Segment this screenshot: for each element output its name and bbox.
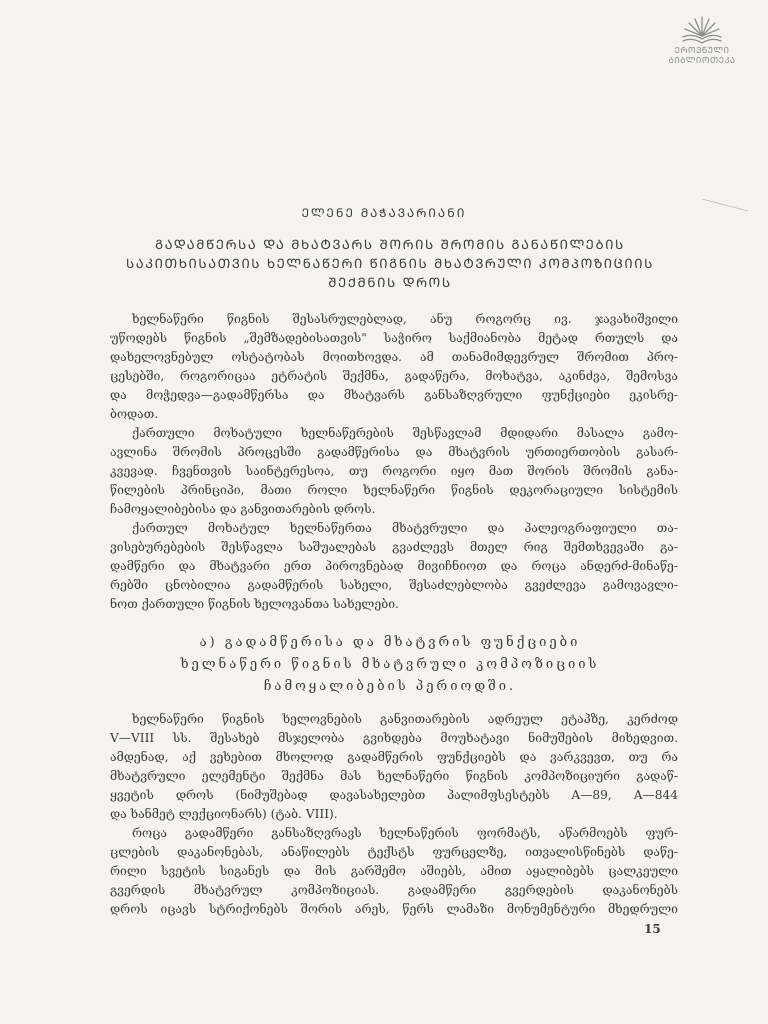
text-line: ჩამოყალიბებისა და განვითარების დროს. bbox=[110, 502, 376, 516]
text-line: დროს იცავს სტრიქონებს შორის არეს, წერს ლამაზი მონუმენტური მხედრული bbox=[110, 902, 678, 916]
text-line: გვერდის მხატვრულ კომპოზიციას. გადამწერი გვერდების დაკანონებს bbox=[110, 883, 678, 897]
paragraph bbox=[110, 310, 678, 424]
text-line: ავლინა შრომის პროცესში გადამწერისა და მხატვრის ურთიერთობის გასარ- bbox=[110, 445, 678, 459]
intro-text bbox=[110, 310, 678, 614]
title-line: ᲡᲐᲙᲘᲗᲮᲘᲡᲐᲗᲕᲘᲡ ᲮᲔᲚᲜᲐᲬᲔᲠᲘ ᲬᲘᲒᲜᲘᲡ ᲛᲮᲐᲢᲕᲠᲣᲚᲘ ᲙᲝᲛᲞᲝᲖᲘᲪᲘᲘᲡ bbox=[126, 257, 654, 272]
book-logo-icon bbox=[680, 14, 724, 46]
paragraph bbox=[110, 824, 678, 919]
paragraph bbox=[110, 710, 678, 824]
section-heading bbox=[110, 632, 670, 698]
article-title bbox=[110, 236, 670, 293]
text-line: დამწერი და მხატვარი ერთ პიროვნებად მივიჩნიოთ და როცა ანდერძ-მინაწე- bbox=[110, 559, 678, 573]
text-line: ყვეტის დროს (ნიმუშებად დავასახელებთ პალიმფსესტებს A—89, A—844 bbox=[110, 788, 678, 802]
heading-line: ხელნაწერი წიგნის მხატვრული კომპოზიციის bbox=[180, 657, 600, 672]
text-line: ნოთ ქართული წიგნის ხელოვანთა სახელები. bbox=[110, 597, 399, 611]
author-name: ᲔᲚᲔᲜᲔ ᲛᲐᲭᲐᲕᲐᲠᲘᲐᲜᲘ bbox=[301, 206, 467, 220]
text-line: V—VIII სს. შესახებ მსჯელობა გვიხდება მოუხატავი ნიმუშების მიხედვით. bbox=[110, 731, 678, 745]
text-line: როცა გადამწერი განსაზღვრავს ხელნაწერის ფორმატს, აწარმოებს ფურ- bbox=[132, 826, 678, 840]
text-line: და მოჭედვა—გადამწერსა და მხატვარს განსაზღვრული ფუნქციები ეკისრე- bbox=[110, 388, 678, 402]
text-line: დახელოვნებულ ოსტატობას მოითხოვდა. ამ თანამიმდევრულ შრომით პრო- bbox=[110, 350, 678, 364]
text-line: ქართულ მოხატულ ხელნაწერთა მხატვრული და პალეოგრაფიული თა- bbox=[132, 521, 678, 535]
text-line: მხატვრული ელემენტი შექმნა მას ხელნაწერი წიგნის კომპოზიციური გადაწ- bbox=[110, 769, 678, 783]
text-line: ვისებურებების შესწავლა საშუალებას გვაძლევს მთელ რიგ შემთხვევაში გა- bbox=[110, 540, 678, 554]
heading-line: ა) გადამწერისა და მხატვრის ფუნქციები bbox=[199, 635, 581, 650]
text-line: უწოდებს წიგნის „შემზადებისათვის" საჭირო საქმიანობა მეტად რთულს და bbox=[110, 331, 678, 345]
text-line: ცესებში, როგორიცაა ეტრატის შექმნა, გადაწერა, მოხატვა, აკინძვა, შემოსვა bbox=[110, 369, 678, 383]
section-text bbox=[110, 710, 678, 919]
text-line: ხელნაწერი წიგნის შესასრულებლად, ანუ როგორც ივ. ჯავახიშვილი bbox=[132, 312, 678, 326]
heading-line: ჩამოყალიბების პერიოდში. bbox=[263, 679, 517, 694]
text-line: ხელნაწერი წიგნის ხელოვნების განვითარების ადრეულ ეტაპზე, კერძოდ bbox=[132, 712, 678, 726]
title-line: ᲒᲐᲓᲐᲛᲬᲔᲠᲡᲐ ᲓᲐ ᲛᲮᲐᲢᲕᲐᲠᲡ ᲨᲝᲠᲘᲡ ᲨᲠᲝᲛᲘᲡ ᲒᲐᲜᲐᲬᲘᲚᲔᲑᲘᲡ bbox=[155, 238, 625, 253]
library-stamp bbox=[660, 14, 744, 84]
text-line: კვევად. ჩვენთვის საინტერესოა, თუ როგორი იყო მათ შორის შრომის განა- bbox=[110, 464, 678, 478]
page-number: 15 bbox=[644, 922, 661, 936]
stamp-line-1: ᲔᲠᲝᲕᲜᲣᲚᲘ bbox=[674, 46, 730, 56]
title-line: ᲨᲔᲥᲛᲜᲘᲡ ᲓᲠᲝᲡ bbox=[328, 276, 452, 291]
stamp-line-2: ᲑᲘᲑᲚᲘᲝᲗᲔᲙᲐ bbox=[668, 56, 736, 66]
text-line: რებში ცნობილია გადამწერის სახელი, შესაძლებლობა გვეძლევა გამოვავლი- bbox=[110, 578, 678, 592]
paragraph bbox=[110, 424, 678, 519]
text-line: ცლების დაკანონებას, ანაწილებს ტექსტს ფურცელზე, ითვალისწინებს დაწე- bbox=[110, 845, 678, 859]
text-line: წილების პრინციპი, მათი როლი ხელნაწერი წიგნის დეკორაციული სისტემის bbox=[110, 483, 678, 497]
text-line: ამდენად, აქ ვეხებით მხოლოდ გადამწერის ფუნქციებს და ვარკვევთ, თუ რა bbox=[110, 750, 678, 764]
text-line: ბოდათ. bbox=[110, 407, 159, 421]
text-line: და ხანმეტ ლექციონარს) (ტაბ. VIII). bbox=[110, 807, 338, 821]
text-line: რილი სვეტის სიგანეს და მის გარშემო აშიებს, ამით აყალიბებს ცალკეული bbox=[110, 864, 678, 878]
paragraph bbox=[110, 519, 678, 614]
text-line: ქართული მოხატული ხელნაწერების შესწავლამ მდიდარი მასალა გამო- bbox=[132, 426, 678, 440]
